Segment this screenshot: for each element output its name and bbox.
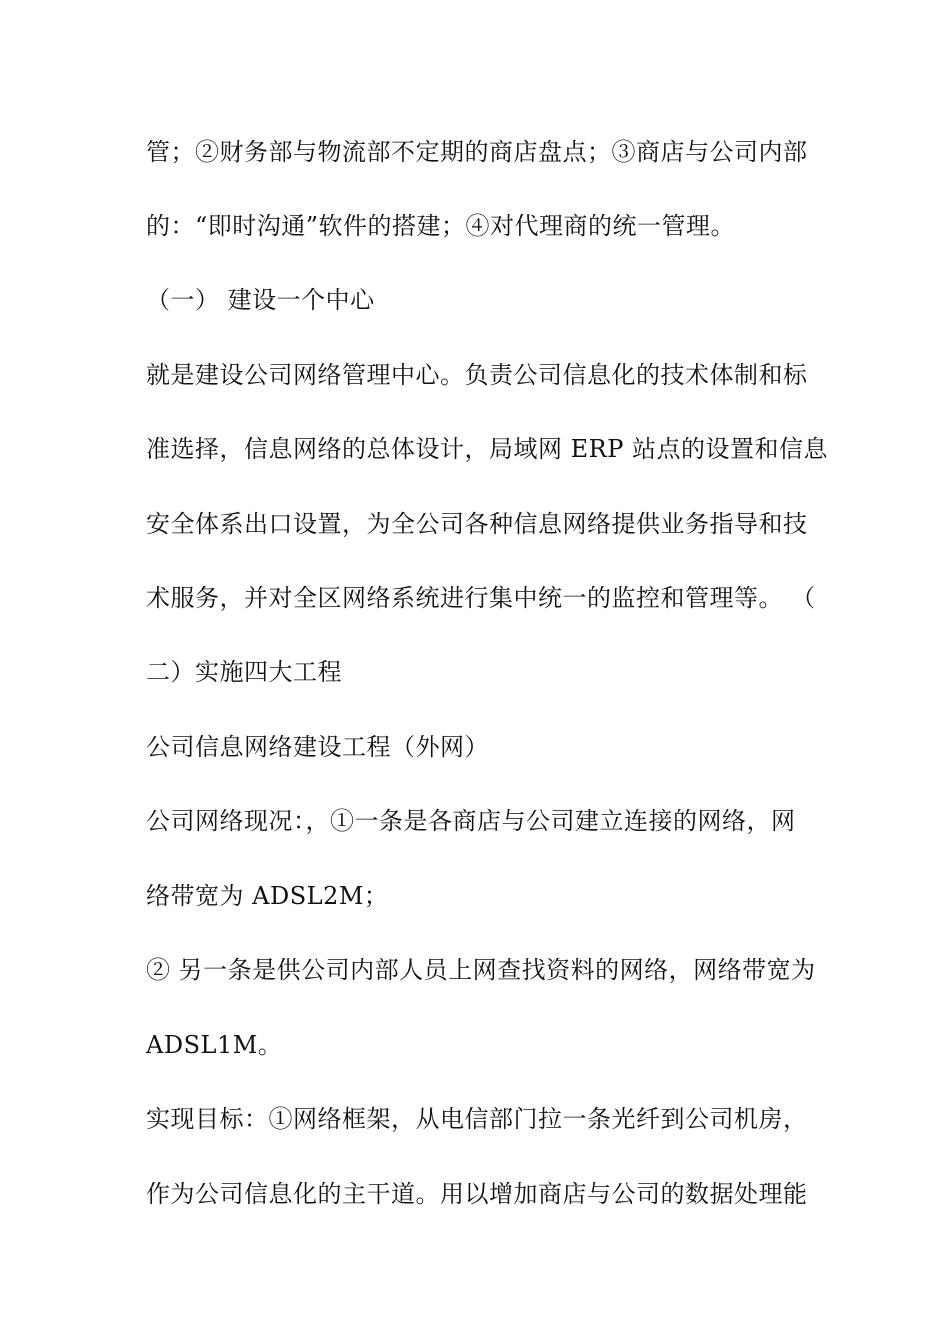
text-line: 安全体系出口设置，为全公司各种信息网络提供业务指导和技 <box>146 510 808 538</box>
section-heading: 二）实施四大工程 <box>146 658 342 686</box>
text-line: 实现目标：①网络框架，从电信部门拉一条光纤到公司机房， <box>146 1105 808 1133</box>
text-line: 公司网络现况：，①一条是各商店与公司建立连接的网络，网 <box>146 807 796 835</box>
text-line: ADSL1M。 <box>146 1031 283 1059</box>
subsection-heading: 公司信息网络建设工程（外网） <box>146 733 489 761</box>
section-heading: （一） 建设一个中心 <box>146 286 375 314</box>
text-line: ② 另一条是供公司内部人员上网查找资料的网络，网络带宽为 <box>146 956 816 984</box>
text-line: 络带宽为 ADSL2M； <box>146 882 389 910</box>
text-line: 准选择，信息网络的总体设计，局域网 ERP 站点的设置和信息 <box>146 435 828 463</box>
text-line: 就是建设公司网络管理中心。负责公司信息化的技术体制和标 <box>146 361 808 389</box>
text-line: 管；②财务部与物流部不定期的商店盘点；③商店与公司内部 <box>146 138 808 166</box>
text-line: 术服务，并对全区网络系统进行集中统一的监控和管理等。 （ <box>146 584 816 612</box>
text-line: 作为公司信息化的主干道。用以增加商店与公司的数据处理能 <box>146 1180 808 1208</box>
text-line: 的：“即时沟通”软件的搭建；④对代理商的统一管理。 <box>146 212 736 240</box>
